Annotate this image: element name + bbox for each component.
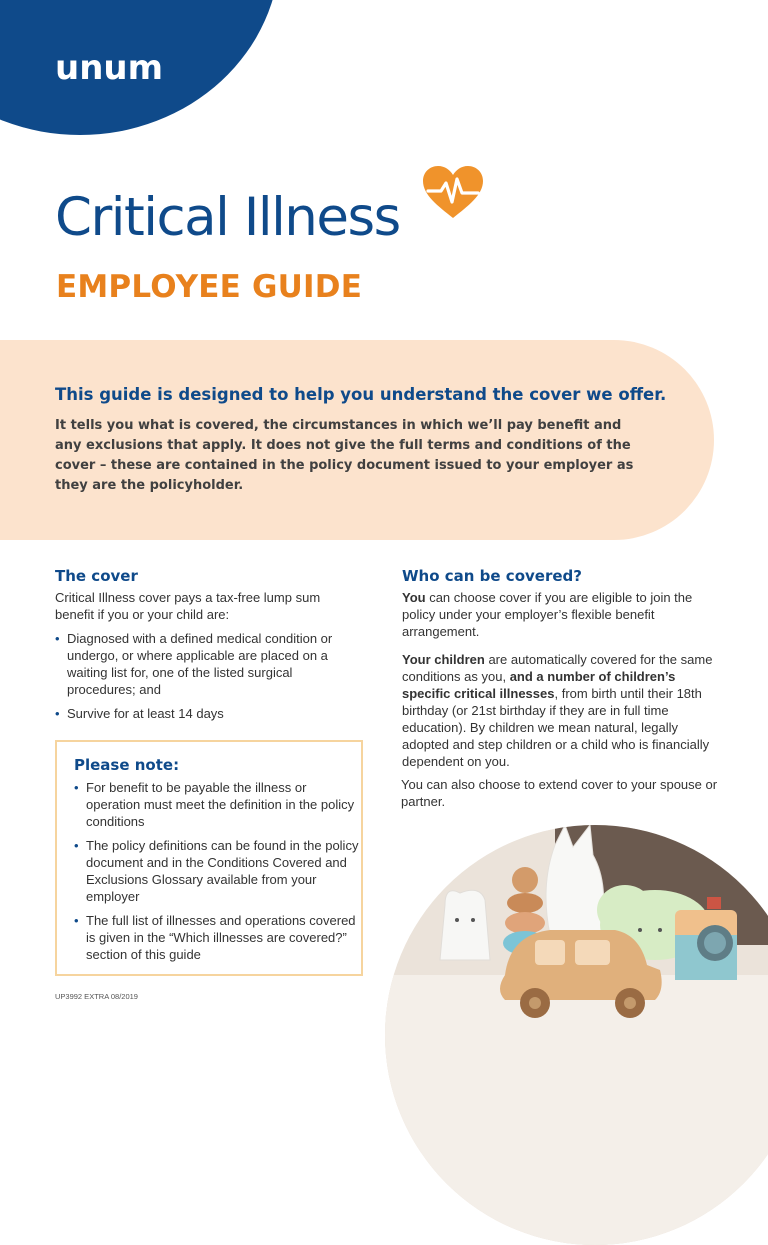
page-title: Critical Illness [55, 187, 400, 248]
unum-logo: unum [55, 48, 164, 88]
note-heading: Please note: [74, 756, 180, 774]
who-paragraph-2 [402, 651, 720, 770]
page-subtitle: EMPLOYEE GUIDE [56, 269, 363, 305]
who-paragraph-1 [402, 589, 720, 640]
heart-pulse-icon [420, 164, 486, 220]
cover-bullets [55, 630, 345, 729]
list-item: • The policy definitions can be found in the policy document and in the Conditions Covered and Exclusions Glossary available from your employer [74, 837, 359, 905]
toys-illustration [385, 825, 768, 1245]
list-item: • Survive for at least 14 days [55, 705, 345, 722]
text: are automatically covered for the same conditions as you, [402, 652, 713, 684]
toys-photo [385, 825, 768, 1245]
cover-text: Critical Illness cover pays a tax-free lump sum benefit if you or your child are: [55, 590, 321, 622]
list-item: • For benefit to be payable the illness or operation must meet the definition in the policy conditions [74, 779, 359, 830]
bold-text: Your children [402, 652, 485, 667]
bold-text: and a number of children’s specific critical illnesses [402, 669, 676, 701]
cover-heading: The cover [55, 567, 138, 585]
text: , from birth until their 18th birthday (or 21st birthday if they are in full time education). By children we mean natural, legally adopted and step children or a child who is financially dependent on you. [402, 686, 710, 769]
text: can choose cover if you are eligible to join the policy under your employer’s flexible benefit arrangement. [402, 590, 693, 639]
document-code: UP3992 EXTRA 08/2019 [55, 992, 138, 1001]
who-heading: Who can be covered? [402, 567, 582, 585]
bold-text: You [402, 590, 426, 605]
intro-heading: This guide is designed to help you understand the cover we offer. [55, 385, 667, 404]
list-item: • The full list of illnesses and operations covered is given in the “Which illnesses are covered?” section of this guide [74, 912, 359, 963]
note-bullets [74, 779, 359, 970]
list-item: • Diagnosed with a defined medical condition or undergo, or where applicable are placed on a waiting list for, one of the listed surgical procedures; and [55, 630, 345, 698]
who-paragraph-3: You can also choose to extend cover to your spouse or partner. [401, 777, 718, 809]
intro-text: It tells you what is covered, the circumstances in which we’ll pay benefit and any exclusions that apply. It does not give the full terms and conditions of the cover – these are contained in the policy document issued to your employer as they are the policyholder. [55, 418, 634, 493]
please-note-box [55, 740, 363, 976]
